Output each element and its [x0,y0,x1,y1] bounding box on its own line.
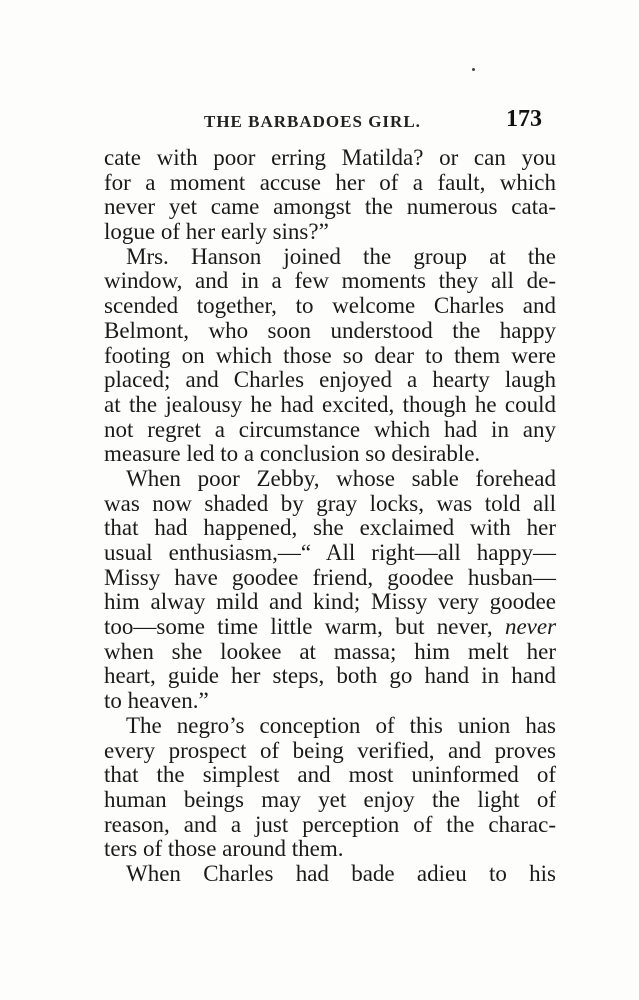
page-number: 173 [506,106,542,132]
text-line: him alway mild and kind; Missy very goodee [104,589,556,615]
text-line: heart, guide her steps, both go hand in hand [104,663,556,689]
text-line: footing on which those so dear to them were [104,342,556,368]
print-speck [472,68,475,71]
page-header [0,106,639,140]
text-line: When poor Zebby, whose sable forehead [126,465,556,491]
text-line: that had happened, she exclaimed with her [104,515,556,541]
text-line: not regret a circumstance which had in any [104,416,556,442]
text-line: every prospect of being verified, and proves [104,737,556,763]
text-line: ters of those around them. [104,836,344,862]
text-line: reason, and a just perception of the charac- [104,811,556,837]
text-line: measure led to a conclusion so desirable. [104,441,481,467]
text-line: human beings may yet enjoy the light of [104,786,556,812]
text-line: to heaven.” [104,688,209,714]
text-line: at the jealousy he had excited, though he could [104,391,556,417]
text-line: Belmont, who soon understood the happy [104,317,556,343]
text-line: When Charles had bade adieu to his [126,860,556,886]
text-line: placed; and Charles enjoyed a hearty laugh [104,367,556,393]
text-line: when she lookee at massa; him melt her [104,638,556,664]
italic-word: never [504,614,557,640]
text-line: Missy have goodee friend, goodee husban— [104,564,556,590]
running-title: THE BARBADOES GIRL. [204,112,421,131]
text-line: never yet came amongst the numerous cata- [104,194,556,220]
text-line-start: too—some time little warm, but never, [104,614,493,640]
text-line: for a moment accuse her of a fault, which [104,169,556,195]
text-line [104,615,556,640]
text-line: usual enthusiasm,—“ All right—all happy— [104,540,556,565]
text-line: Mrs. Hanson joined the group at the [126,243,556,269]
text-line: was now shaded by gray locks, was told all [104,490,556,516]
body-text [104,146,556,887]
text-line: window, and in a few moments they all de- [104,268,556,294]
text-line: scended together, to welcome Charles and [104,293,556,319]
text-line: that the simplest and most uninformed of [104,762,556,788]
text-line: cate with poor erring Matilda? or can you [104,145,556,170]
text-line: The negro’s conception of this union has [126,712,556,738]
text-line: logue of her early sins?” [104,219,329,245]
